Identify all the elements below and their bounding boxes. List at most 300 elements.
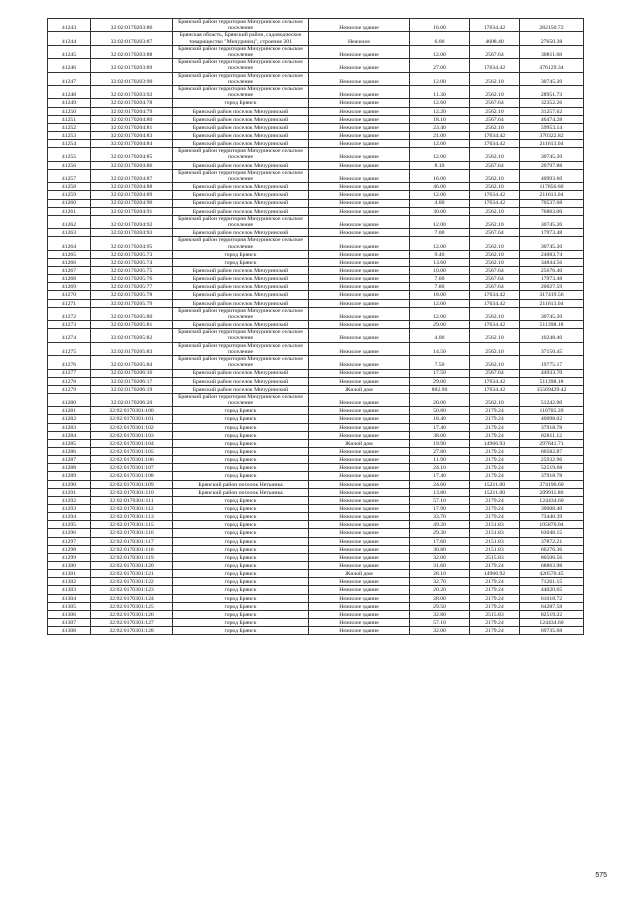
cell-cadastral-value: 105870.04: [520, 521, 584, 529]
cell-area: 7.80: [410, 283, 470, 291]
cell-row-number: 41278: [48, 377, 91, 385]
cell-address: город Брянск: [173, 423, 309, 431]
cell-cadastral-number: 32:02:0170301:104: [91, 439, 173, 447]
table-row: [48, 586, 584, 594]
table-row: [48, 199, 584, 207]
table-row: [48, 505, 584, 513]
cell-area: 12.00: [410, 299, 470, 307]
cell-area: 12.00: [410, 148, 470, 161]
table-row: [48, 618, 584, 626]
cell-specific-value: 17634.42: [470, 132, 520, 140]
table-row: [48, 329, 584, 342]
cell-cadastral-value: 44020.65: [520, 586, 584, 594]
table-row: [48, 594, 584, 602]
cell-cadastral-value: 17973.48: [520, 229, 584, 237]
cell-specific-value: 2179.24: [470, 496, 520, 504]
cell-specific-value: 2179.24: [470, 602, 520, 610]
cell-object-type: Нежилое здание: [309, 513, 410, 521]
table-row: [48, 148, 584, 161]
cell-row-number: 41284: [48, 431, 91, 439]
cell-specific-value: 2562.10: [470, 183, 520, 191]
cell-specific-value: 2562.10: [470, 207, 520, 215]
cell-row-number: 41275: [48, 342, 91, 355]
cell-specific-value: 2179.24: [470, 423, 520, 431]
cell-cadastral-number: 32:02:0170204:83: [91, 132, 173, 140]
cell-row-number: 41286: [48, 448, 91, 456]
table-row: [48, 267, 584, 275]
cell-specific-value: 2567.64: [470, 99, 520, 107]
cell-row-number: 41299: [48, 553, 91, 561]
cell-address: город Брянск: [173, 456, 309, 464]
cell-address: город Брянск: [173, 562, 309, 570]
cell-cadastral-number: 32:02:0170205:79: [91, 299, 173, 307]
cell-address: Брянский район поселок Мичуринский: [173, 115, 309, 123]
cell-area: 12.60: [410, 99, 470, 107]
cell-address: Брянская область, Брянский район, садоводческое товарищество "Мичуринец", строение 201: [173, 32, 309, 45]
cell-row-number: 41248: [48, 86, 91, 99]
cell-object-type: Нежилое: [309, 32, 410, 45]
cell-cadastral-number: 32:02:0170204:79: [91, 107, 173, 115]
cell-row-number: 41243: [48, 19, 91, 32]
table-row: [48, 107, 584, 115]
cell-object-type: Нежилое здание: [309, 148, 410, 161]
cell-cadastral-value: 39008.40: [520, 505, 584, 513]
cell-address: Брянский район поселок Мичуринский: [173, 369, 309, 377]
table-row: [48, 275, 584, 283]
cell-area: 57.10: [410, 618, 470, 626]
cell-cadastral-number: 32:02:0170301:122: [91, 578, 173, 586]
cell-specific-value: 2567.64: [470, 267, 520, 275]
cell-cadastral-value: 40098.02: [520, 415, 584, 423]
cell-specific-value: 2567.64: [470, 115, 520, 123]
cell-cadastral-number: 32:02:0170301:128: [91, 627, 173, 635]
cell-cadastral-number: 32:02:0170204:95: [91, 237, 173, 250]
cell-address: Брянский район территория Мичуринское сельское поселение: [173, 45, 309, 58]
cell-specific-value: 4608.40: [470, 32, 520, 45]
cell-object-type: Нежилое здание: [309, 415, 410, 423]
cell-cadastral-number: 32:02:0170301:102: [91, 423, 173, 431]
table-row: [48, 161, 584, 169]
cell-cadastral-value: 25676.40: [520, 267, 584, 275]
cell-specific-value: 2179.24: [470, 594, 520, 602]
cell-specific-value: 2562.10: [470, 329, 520, 342]
cell-specific-value: 2179.24: [470, 472, 520, 480]
cell-object-type: Нежилое здание: [309, 423, 410, 431]
cell-object-type: Нежилое здание: [309, 618, 410, 626]
cell-cadastral-value: 25932.96: [520, 456, 584, 464]
cell-object-type: Нежилое здание: [309, 207, 410, 215]
cell-address: Брянский район поселок Мичуринский: [173, 377, 309, 385]
cell-cadastral-value: 30745.20: [520, 215, 584, 228]
cell-area: 13.60: [410, 258, 470, 266]
cell-address: город Брянск: [173, 431, 309, 439]
cell-object-type: Нежилое здание: [309, 529, 410, 537]
cell-cadastral-number: 32:02:0170301:119: [91, 553, 173, 561]
table-row: [48, 32, 584, 45]
cell-address: Брянский район территория Мичуринское сельское поселение: [173, 307, 309, 320]
cell-address: город Брянск: [173, 537, 309, 545]
table-row: [48, 431, 584, 439]
cell-object-type: Нежилое здание: [309, 553, 410, 561]
cell-area: 28.10: [410, 570, 470, 578]
cell-object-type: Нежилое здание: [309, 307, 410, 320]
table-row: [48, 480, 584, 488]
cell-address: город Брянск: [173, 99, 309, 107]
cell-row-number: 41268: [48, 275, 91, 283]
cell-cadastral-number: 32:02:0170203:87: [91, 32, 173, 45]
cell-cadastral-value: 19775.17: [520, 356, 584, 369]
cell-area: 12.20: [410, 107, 470, 115]
cell-cadastral-value: 64287.58: [520, 602, 584, 610]
table-row: [48, 356, 584, 369]
cell-cadastral-value: 68863.98: [520, 562, 584, 570]
table-row: [48, 521, 584, 529]
cell-object-type: Нежилое здание: [309, 377, 410, 385]
cell-cadastral-value: 24083.74: [520, 250, 584, 258]
cell-specific-value: 2151.83: [470, 545, 520, 553]
table-row: [48, 45, 584, 58]
cell-object-type: Нежилое здание: [309, 545, 410, 553]
cell-cadastral-number: 32:02:0170204:91: [91, 207, 173, 215]
cell-row-number: 41307: [48, 618, 91, 626]
cell-address: город Брянск: [173, 578, 309, 586]
cell-object-type: Нежилое здание: [309, 578, 410, 586]
cell-cadastral-value: 31257.62: [520, 107, 584, 115]
cell-cadastral-number: 32:02:0170204:87: [91, 169, 173, 182]
cell-cadastral-value: 69735.68: [520, 627, 584, 635]
cell-specific-value: 2151.83: [470, 537, 520, 545]
cell-specific-value: 2567.64: [470, 275, 520, 283]
table-row: [48, 537, 584, 545]
cell-area: 12.00: [410, 191, 470, 199]
cell-specific-value: 2562.10: [470, 86, 520, 99]
cell-object-type: Нежилое здание: [309, 237, 410, 250]
cell-specific-value: 2567.64: [470, 45, 520, 58]
cell-row-number: 41270: [48, 291, 91, 299]
cell-area: 16.00: [410, 19, 470, 32]
cell-cadastral-value: 82811.12: [520, 431, 584, 439]
table-row: [48, 423, 584, 431]
cell-row-number: 41276: [48, 356, 91, 369]
cell-address: город Брянск: [173, 610, 309, 618]
cell-specific-value: 2562.10: [470, 169, 520, 182]
cell-row-number: 41291: [48, 488, 91, 496]
cell-area: 32.70: [410, 578, 470, 586]
cell-area: 23.40: [410, 123, 470, 131]
cell-area: 882.90: [410, 385, 470, 393]
cell-row-number: 41266: [48, 258, 91, 266]
cadastral-value-table: [47, 18, 584, 635]
table-row: [48, 439, 584, 447]
cell-object-type: Нежилое здание: [309, 299, 410, 307]
cell-address: город Брянск: [173, 439, 309, 447]
cell-cadastral-number: 32:02:0170206:19: [91, 385, 173, 393]
cell-cadastral-number: 32:02:0170205:83: [91, 342, 173, 355]
cell-area: 32.00: [410, 627, 470, 635]
cell-specific-value: 2179.24: [470, 578, 520, 586]
cell-area: 8.10: [410, 161, 470, 169]
cell-specific-value: 2562.10: [470, 123, 520, 131]
cell-address: город Брянск: [173, 545, 309, 553]
cell-address: Брянский район поселок Мичуринский: [173, 229, 309, 237]
cell-object-type: Нежилое здание: [309, 496, 410, 504]
cell-row-number: 41277: [48, 369, 91, 377]
table-row: [48, 553, 584, 561]
cell-cadastral-value: 66276.36: [520, 545, 584, 553]
cell-object-type: Нежилое здание: [309, 586, 410, 594]
cell-address: Брянский район поселок Мичуринский: [173, 207, 309, 215]
cell-cadastral-value: 71261.15: [520, 578, 584, 586]
cell-cadastral-number: 32:02:0170301:111: [91, 496, 173, 504]
cell-cadastral-number: 32:02:0170204:89: [91, 191, 173, 199]
cell-object-type: Нежилое здание: [309, 480, 410, 488]
table-row: [48, 407, 584, 415]
cell-cadastral-number: 32:02:0170203:90: [91, 72, 173, 85]
cell-specific-value: 2562.10: [470, 342, 520, 355]
cell-area: 16.00: [410, 169, 470, 182]
table-row: [48, 578, 584, 586]
cell-address: Брянский район поселок Мичуринский: [173, 267, 309, 275]
cell-specific-value: 2179.24: [470, 505, 520, 513]
cell-cadastral-number: 32:02:0170203:88: [91, 45, 173, 58]
cell-object-type: Нежилое здание: [309, 505, 410, 513]
cell-cadastral-number: 32:02:0170301:101: [91, 415, 173, 423]
cell-cadastral-number: 32:02:0170206:16: [91, 369, 173, 377]
cell-row-number: 41249: [48, 99, 91, 107]
cell-cadastral-number: 32:02:0170204:85: [91, 148, 173, 161]
cell-row-number: 41297: [48, 537, 91, 545]
cell-object-type: Нежилое здание: [309, 610, 410, 618]
cell-cadastral-number: 32:02:0170205:74: [91, 258, 173, 266]
cell-address: город Брянск: [173, 594, 309, 602]
cell-object-type: Нежилое здание: [309, 275, 410, 283]
cell-cadastral-number: 32:02:0170205:75: [91, 267, 173, 275]
cell-cadastral-value: 511398.18: [520, 377, 584, 385]
cell-object-type: Нежилое здание: [309, 407, 410, 415]
cell-cadastral-value: 209911.80: [520, 488, 584, 496]
cell-cadastral-number: 32:02:0170301:108: [91, 472, 173, 480]
cell-object-type: Нежилое здание: [309, 537, 410, 545]
cell-area: 12.00: [410, 237, 470, 250]
cell-area: 46.00: [410, 183, 470, 191]
cell-cadastral-value: 61018.72: [520, 594, 584, 602]
cell-row-number: 41305: [48, 602, 91, 610]
cell-row-number: 41262: [48, 215, 91, 228]
cell-object-type: Нежилое здание: [309, 191, 410, 199]
cell-row-number: 41247: [48, 72, 91, 85]
table-row: [48, 123, 584, 131]
cell-address: Брянский район поселок Мичуринский: [173, 132, 309, 140]
cell-area: 4.00: [410, 329, 470, 342]
cell-cadastral-value: 297841.71: [520, 439, 584, 447]
page-number: 575: [595, 872, 607, 879]
cell-area: 17.50: [410, 369, 470, 377]
cell-row-number: 41256: [48, 161, 91, 169]
cell-cadastral-value: 73440.39: [520, 513, 584, 521]
cell-address: город Брянск: [173, 258, 309, 266]
cell-row-number: 41285: [48, 439, 91, 447]
cell-area: 20.20: [410, 586, 470, 594]
cell-row-number: 41298: [48, 545, 91, 553]
cell-object-type: Нежилое здание: [309, 169, 410, 182]
cell-object-type: Нежилое здание: [309, 199, 410, 207]
cell-specific-value: 2567.64: [470, 161, 520, 169]
cell-area: 24.60: [410, 480, 470, 488]
table-row: [48, 215, 584, 228]
cell-area: 28.00: [410, 594, 470, 602]
cell-object-type: Нежилое здание: [309, 99, 410, 107]
cell-address: город Брянск: [173, 448, 309, 456]
cell-address: город Брянск: [173, 513, 309, 521]
cell-row-number: 41273: [48, 321, 91, 329]
cell-address: город Брянск: [173, 250, 309, 258]
cell-address: Брянский район территория Мичуринское сельское поселение: [173, 148, 309, 161]
cell-cadastral-value: 20797.88: [520, 161, 584, 169]
cell-object-type: Нежилое здание: [309, 183, 410, 191]
cell-area: 24.10: [410, 464, 470, 472]
cell-specific-value: 17634.42: [470, 299, 520, 307]
cell-specific-value: 2179.24: [470, 627, 520, 635]
cell-cadastral-value: 27650.38: [520, 32, 584, 45]
cell-area: 6.00: [410, 32, 470, 45]
cell-address: город Брянск: [173, 553, 309, 561]
cell-address: Брянский район территория Мичуринское сельское поселение: [173, 86, 309, 99]
cell-cadastral-value: 511398.18: [520, 321, 584, 329]
cell-cadastral-value: 46474.28: [520, 115, 584, 123]
cell-object-type: Нежилое здание: [309, 140, 410, 148]
cell-address: Брянский район поселок Мичуринский: [173, 385, 309, 393]
cell-row-number: 41294: [48, 513, 91, 521]
table-row: [48, 464, 584, 472]
cell-specific-value: 2151.83: [470, 521, 520, 529]
cell-object-type: Нежилое здание: [309, 448, 410, 456]
table-row: [48, 299, 584, 307]
cell-address: город Брянск: [173, 415, 309, 423]
cell-specific-value: 2567.64: [470, 369, 520, 377]
cell-specific-value: 14966.93: [470, 439, 520, 447]
cell-object-type: Нежилое здание: [309, 431, 410, 439]
cell-specific-value: 2562.10: [470, 72, 520, 85]
cell-area: 29.30: [410, 529, 470, 537]
cell-address: Брянский район территория Мичуринское сельское поселение: [173, 342, 309, 355]
cell-cadastral-value: 30745.20: [520, 307, 584, 320]
cell-row-number: 41296: [48, 529, 91, 537]
cell-object-type: Нежилое здание: [309, 132, 410, 140]
cell-specific-value: 15211.00: [470, 488, 520, 496]
cell-area: 30.80: [410, 545, 470, 553]
cell-cadastral-number: 32:02:0170301:107: [91, 464, 173, 472]
cell-cadastral-number: 32:02:0170204:92: [91, 215, 173, 228]
cell-object-type: Нежилое здание: [309, 488, 410, 496]
cell-row-number: 41300: [48, 562, 91, 570]
cell-object-type: Нежилое здание: [309, 562, 410, 570]
cell-row-number: 41304: [48, 594, 91, 602]
cell-address: город Брянск: [173, 586, 309, 594]
cell-address: город Брянск: [173, 618, 309, 626]
cell-row-number: 41295: [48, 521, 91, 529]
cell-cadastral-value: 34844.56: [520, 258, 584, 266]
cell-cadastral-number: 32:02:0170204:78: [91, 99, 173, 107]
cell-cadastral-number: 32:02:0170301:120: [91, 562, 173, 570]
cell-specific-value: 2151.83: [470, 529, 520, 537]
cell-cadastral-value: 37918.78: [520, 423, 584, 431]
cell-object-type: Нежилое здание: [309, 627, 410, 635]
cell-object-type: Нежилое здание: [309, 369, 410, 377]
cell-area: 10.00: [410, 267, 470, 275]
cell-row-number: 41252: [48, 123, 91, 131]
cell-cadastral-number: 32:02:0170203:92: [91, 86, 173, 99]
cell-row-number: 41260: [48, 199, 91, 207]
cell-cadastral-number: 32:02:0170204:90: [91, 199, 173, 207]
cell-address: город Брянск: [173, 521, 309, 529]
cell-cadastral-number: 32:02:0170301:115: [91, 521, 173, 529]
table-row: [48, 207, 584, 215]
cell-row-number: 41279: [48, 385, 91, 393]
cell-row-number: 41257: [48, 169, 91, 182]
cell-specific-value: 17634.42: [470, 19, 520, 32]
cell-cadastral-value: 110705.39: [520, 407, 584, 415]
table-row: [48, 237, 584, 250]
cell-cadastral-value: 63048.15: [520, 529, 584, 537]
cell-object-type: Нежилое здание: [309, 115, 410, 123]
cell-cadastral-value: 282150.72: [520, 19, 584, 32]
table-row: [48, 169, 584, 182]
table-row: [48, 307, 584, 320]
cell-area: 32.80: [410, 610, 470, 618]
cell-row-number: 41269: [48, 283, 91, 291]
cell-cadastral-number: 32:02:0170301:109: [91, 480, 173, 488]
cell-address: Брянский район территория Мичуринское сельское поселение: [173, 59, 309, 72]
cell-specific-value: 17634.42: [470, 377, 520, 385]
cell-address: Брянский район территория Мичуринское сельское поселение: [173, 19, 309, 32]
cell-area: 12.00: [410, 45, 470, 58]
cell-area: 12.00: [410, 72, 470, 85]
cell-cadastral-number: 32:02:0170204:80: [91, 115, 173, 123]
cell-specific-value: 2179.24: [470, 448, 520, 456]
cell-object-type: Нежилое здание: [309, 258, 410, 266]
cell-cadastral-value: 476129.34: [520, 59, 584, 72]
cell-address: Брянский район поселок Мичуринский: [173, 140, 309, 148]
table-row: [48, 562, 584, 570]
cell-area: 49.20: [410, 521, 470, 529]
table-row: [48, 488, 584, 496]
cell-address: Брянский район поселок Нетьинка: [173, 480, 309, 488]
cell-row-number: 41259: [48, 191, 91, 199]
cell-area: 14.50: [410, 342, 470, 355]
table-body: [48, 19, 584, 635]
cell-address: город Брянск: [173, 407, 309, 415]
cell-cadastral-number: 32:02:0170204:93: [91, 229, 173, 237]
table-row: [48, 448, 584, 456]
cell-cadastral-value: 370322.82: [520, 132, 584, 140]
table-row: [48, 627, 584, 635]
table-row: [48, 610, 584, 618]
table-row: [48, 513, 584, 521]
cell-address: Брянский район территория Мичуринское сельское поселение: [173, 169, 309, 182]
cell-cadastral-number: 32:02:0170301:100: [91, 407, 173, 415]
cell-address: Брянский район поселок Мичуринский: [173, 275, 309, 283]
cell-cadastral-value: 15569429.42: [520, 385, 584, 393]
cell-specific-value: 2179.24: [470, 586, 520, 594]
cell-row-number: 41306: [48, 610, 91, 618]
cell-specific-value: 2179.24: [470, 513, 520, 521]
cell-cadastral-number: 32:02:0170301:103: [91, 431, 173, 439]
cell-area: 13.80: [410, 488, 470, 496]
cell-cadastral-value: 82519.22: [520, 610, 584, 618]
cell-cadastral-value: 70537.68: [520, 199, 584, 207]
table-row: [48, 456, 584, 464]
cell-row-number: 41274: [48, 329, 91, 342]
